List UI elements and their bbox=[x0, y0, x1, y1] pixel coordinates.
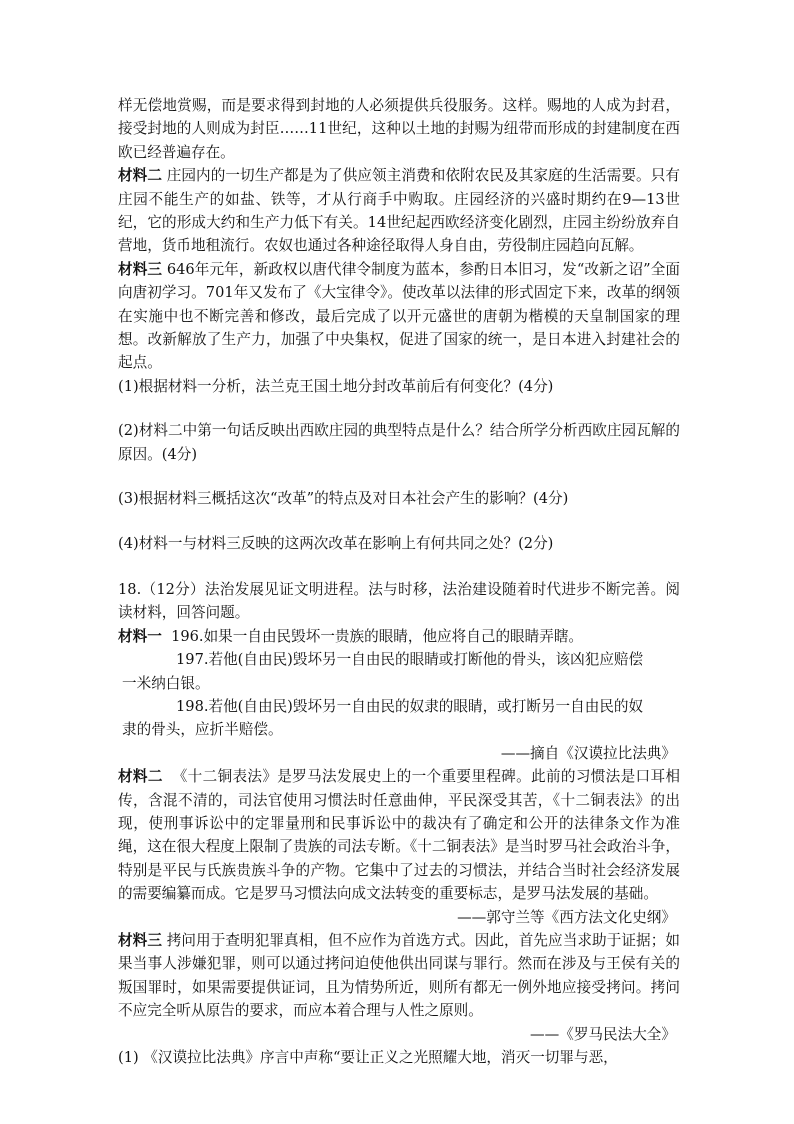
material-label: 材料三 bbox=[118, 260, 163, 278]
q18-material1-source: ——摘自《汉谟拉比法典》 bbox=[500, 744, 676, 762]
q18-material1-law198-cont: 隶的骨头，应折半赔偿。 bbox=[122, 721, 283, 739]
answer-space bbox=[118, 511, 680, 532]
q18-material1-law197: 197.若他(自由民)毁坏另一自由民的眼睛或打断他的骨头，该凶犯应赔偿 bbox=[176, 651, 644, 669]
material-text: 646年元年，新政权以唐代律令制度为蓝本，参酌日本旧习，发“改新之诏”全面向唐初学习。701年又发布了《大宝律令》。使改革以法律的形式固定下来，改革的纲领在实施中也不断完善和修改，最后完成了以开元盛世的唐朝为楷模的天皇制国家的理想。改新解放了生产力，加强了中央集权，促进了国家的统一，是日本进入封建社会的起点。 bbox=[118, 260, 681, 372]
q18-material2 bbox=[118, 765, 680, 905]
material1-continuation: 样无偿地赏赐，而是要求得到封地的人必须提供兵役服务。这样。赐地的人成为封君，接受封地的人则成为封臣……11世纪，这种以土地的封赐为纽带而形成的封建制度在西欧已经普遍存在。 bbox=[118, 97, 680, 161]
q18-material1-law197-cont: 一米纳白银。 bbox=[122, 674, 210, 692]
material-label: 材料二 bbox=[118, 768, 163, 786]
material-text: 拷问用于查明犯罪真相，但不应作为首选方式。因此，首先应当求助于证据；如果当事人涉嫌犯罪，则可以通过拷问迫使他供出同谋与罪行。然而在涉及与王侯有关的叛国罪时，如果需要提供证词，且为情势所近，则所有都无一例外地应接受拷问。拷问不应完全听从原告的要求，而应本着合理与人性之原则。 bbox=[118, 932, 680, 1020]
q18-material1-law196 bbox=[118, 625, 680, 648]
q18-intro: 18.（12分）法治发展见证文明进程。法与时移，法治建设随着时代进步不断完善。阅读材料，回答问题。 bbox=[118, 580, 680, 622]
q18-material3 bbox=[118, 929, 680, 1023]
q17-question-1: (1)根据材料一分析，法兰克王国土地分封改革前后有何变化？(4分) bbox=[118, 377, 554, 395]
q17-question-2: (2)材料二中第一句话反映出西欧庄园的典型特点是什么？结合所学分析西欧庄园瓦解的原因。(4分) bbox=[118, 422, 680, 463]
q17-material2 bbox=[118, 164, 680, 258]
material-label: 材料二 bbox=[118, 167, 162, 185]
material-label: 材料三 bbox=[118, 932, 162, 949]
law-text: 196.如果一自由民毁坏一贵族的眼睛，他应将自己的眼睛弄瞎。 bbox=[171, 627, 584, 645]
page-content bbox=[118, 94, 680, 1069]
q17-material3 bbox=[118, 258, 680, 375]
q18-material1-law198: 198.若他(自由民)毁坏另一自由民的奴隶的眼睛，或打断另一自由民的奴 bbox=[176, 697, 644, 715]
q18-material2-source: ——郭守兰等《西方法文化史纲》 bbox=[457, 908, 676, 926]
q17-question-4: (4)材料一与材料三反映的这两次改革在影响上有何共同之处？(2分) bbox=[118, 534, 554, 552]
material-text: 庄园内的一切生产都是为了供应领主消费和依附农民及其家庭的生活需要。只有庄园不能生产的如盐、铁等，才从行商手中购取。庄园经济的兴盛时期约在9—13世纪，它的形成大约和生产力低下有关。14世纪起西欧经济变化剧烈，庄园主纷纷放弃自营地，货币地租流行。农奴也通过各种途径取得人身自由，劳役制庄园趋向瓦解。 bbox=[118, 167, 680, 255]
q18-question-1: (1) 《汉谟拉比法典》序言中声称“要让正义之光照耀大地，消灭一切罪与恶， bbox=[118, 1049, 618, 1067]
answer-space bbox=[118, 466, 680, 487]
material-label: 材料一 bbox=[118, 627, 162, 645]
answer-space bbox=[118, 555, 680, 578]
answer-space bbox=[118, 398, 680, 419]
material-text: 《十二铜表法》是罗马法发展史上的一个重要里程碑。此前的习惯法是口耳相传，含混不清的，司法官使用习惯法时任意曲伸，平民深受其苦，《十二铜表法》的出现，使刑事诉讼中的定罪量刑和民事诉讼中的裁决有了确定和公开的法律条文作为准绳，这在很大程度上限制了贵族的司法专断。《十二铜表法》是当时罗马社会政治斗争，特别是平民与氏族贵族斗争的产物。它集中了过去的习惯法，并结合当时社会经济发展的需要编纂而成。它是罗马习惯法向成文法转变的重要标志，是罗马法发展的基础。 bbox=[118, 768, 680, 903]
q18-material3-source: ——《罗马民法大全》 bbox=[530, 1025, 676, 1043]
q17-question-3: (3)根据材料三概括这次“改革”的特点及对日本社会产生的影响？(4分) bbox=[118, 490, 569, 508]
